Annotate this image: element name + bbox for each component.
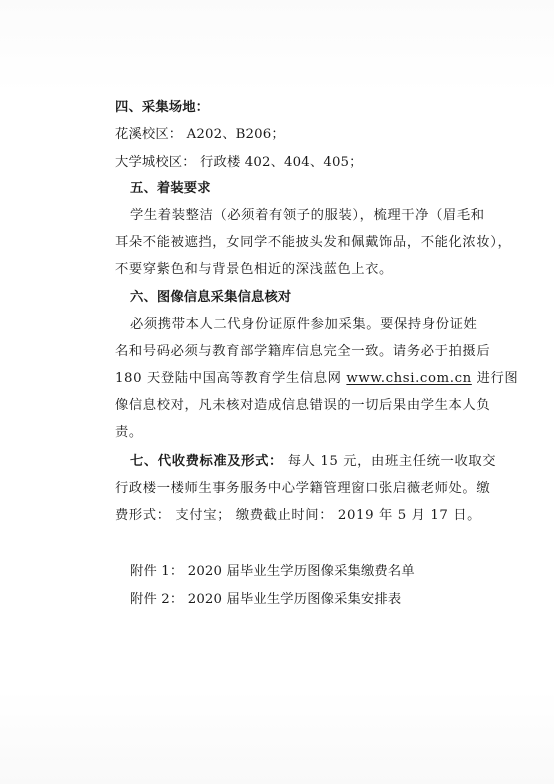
- huaxi-campus-line: 花溪校区： A202、B206；: [115, 127, 285, 142]
- section7-line-2: 行政楼一楼师生事务服务中心学籍管理窗口张启薇老师处。缴: [115, 481, 491, 496]
- section5-line-1: 学生着装整洁（必须着有领子的服装），梳理干净（眉毛和: [130, 208, 485, 223]
- section7-heading: 七、代收费标准及形式：: [130, 454, 283, 469]
- section6-line-1: 必须携带本人二代身份证原件参加采集。要保持身份证姓: [130, 317, 478, 332]
- attachment-1: 附件 1： 2020 届毕业生学历图像采集缴费名单: [130, 564, 415, 579]
- section7-line-1: [130, 450, 496, 469]
- section6-line-3: [115, 367, 518, 386]
- section6-line-2: 名和号码必须与教育部学籍库信息完全一致。请务必于拍摄后: [115, 344, 491, 359]
- section6-line-4: 像信息校对，凡未核对造成信息错误的一切后果由学生本人负: [115, 398, 491, 413]
- section6-line-3-end: 进行图: [471, 371, 519, 386]
- section6-line-5: 责。: [115, 425, 143, 440]
- section4-heading: 四、采集场地：: [115, 100, 210, 115]
- daxuecheng-campus-line: 大学城校区： 行政楼 402、404、405；: [115, 155, 363, 170]
- chsi-link[interactable]: www.chsi.com.cn: [346, 371, 472, 386]
- section5-line-2: 耳朵不能被遮挡，女同学不能披头发和佩戴饰品，不能化浓妆），: [115, 235, 512, 250]
- section7-line-3: 费形式： 支付宝； 缴费截止时间： 2019 年 5 月 17 日。: [115, 508, 482, 523]
- section7-heading-rest: 每人 15 元，由班主任统一收取交: [282, 454, 497, 469]
- section5-heading: 五、着装要求: [130, 181, 211, 196]
- attachment-2: 附件 2： 2020 届毕业生学历图像采集安排表: [130, 592, 402, 607]
- section6-line-3-start: 180 天登陆中国高等教育学生信息网: [115, 371, 347, 386]
- section6-heading: 六、图像信息采集信息核对: [130, 290, 292, 305]
- section5-line-3: 不要穿紫色和与背景色相近的深浅蓝色上衣。: [115, 262, 393, 277]
